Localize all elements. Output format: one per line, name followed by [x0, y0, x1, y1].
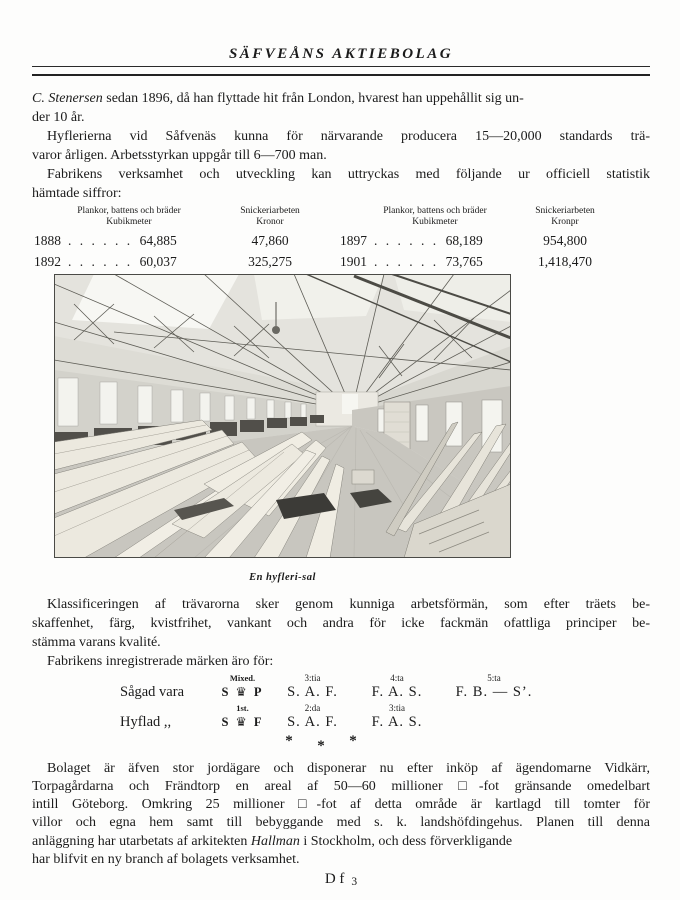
paragraph [32, 760, 650, 869]
trademark [270, 673, 355, 701]
volume-value: 60,037 [139, 254, 177, 269]
table-row-cell: 47,860 [251, 233, 289, 248]
year: 1901 [340, 254, 367, 269]
text-line: Torpagårdarna och Frändtorp en areal af 50—60 millioner □-fot gränsande omedelbart [32, 779, 650, 794]
volume-value: 68,189 [445, 233, 483, 248]
text-line: har blifvit en ny branch af bolagets verksamhet. [32, 852, 300, 867]
grade-label: 3:tia [304, 673, 321, 683]
asterisk-separator: * * * [285, 733, 357, 754]
dot-leader: . . . . . . [374, 254, 439, 269]
grade-label: 3:tia [389, 703, 405, 713]
running-head [32, 0, 650, 63]
text-line: intill Göteborg. Omkring 25 millioner □-fot af detta område är kartlagd till tomter för [32, 797, 650, 812]
year: 1897 [340, 233, 367, 248]
factory-photo-illustration [54, 274, 511, 558]
table-row-cell: 954,800 [543, 233, 587, 248]
text-line: stämma varans kvalité. [32, 635, 161, 650]
person-name: C. Stenersen [32, 91, 103, 106]
year: 1892 [34, 254, 61, 269]
mark-text: S ♛ F [221, 715, 264, 729]
trademark-row [32, 703, 650, 731]
page-number: 3 [351, 876, 358, 888]
trademark [270, 703, 355, 731]
table-row-cell [338, 251, 508, 272]
paragraph [32, 89, 650, 127]
signature-mark: D f [324, 871, 345, 887]
grade-label: 2:da [304, 703, 321, 713]
page-footer [32, 871, 650, 888]
table-row-cell [338, 230, 508, 251]
table-row-cell: 1,418,470 [538, 254, 592, 269]
dot-leader: . . . . . . [374, 233, 439, 248]
text-line: C. Stenersen sedan 1896, då han flyttade hit från London, hvarest han uppehållit sig un- [32, 91, 524, 106]
trademark-category: Hyflad ,, [120, 714, 172, 730]
trademark-category: Sågad vara [120, 684, 185, 700]
text-line: varor årligen. Arbetsstyrkan uppgår till 6—700 man. [32, 148, 327, 163]
year: 1888 [34, 233, 61, 248]
mark-text: F. A. S. [371, 684, 423, 700]
grade-label: 5:ta [487, 673, 501, 683]
table-row-cell [32, 230, 202, 251]
paragraph [32, 127, 650, 165]
paragraph [32, 165, 650, 203]
volume-value: 64,885 [139, 233, 177, 248]
table-row-cell: 325,275 [248, 254, 292, 269]
trademark [355, 703, 439, 731]
mark-text: S ♛ P [221, 685, 264, 699]
architect-name: Hallman [250, 834, 300, 849]
mark-text: F. B. — S’. [455, 684, 533, 700]
mark-text: S. A. F. [287, 684, 338, 700]
grade-label: Mixed. [229, 673, 256, 683]
dot-leader: . . . . . . [68, 254, 133, 269]
text-line: Fabrikens verksamhet och utveckling kan uttryckas med följande ur officiell statistik [47, 167, 650, 182]
text-line: der 10 år. [32, 110, 85, 125]
text-line: villor och egna hem samt till bebyggande med s. k. landshöfdingehus. Planen till denna [32, 815, 650, 830]
page-title: SÄFVEÅNS AKTIEBOLAG [228, 46, 454, 62]
trademark-row [32, 673, 650, 701]
trademark-list [32, 673, 650, 754]
column-header: Plankor, battens och bräder Kubikmeter [383, 206, 487, 227]
statistics-table [32, 206, 650, 272]
volume-value: 73,765 [445, 254, 483, 269]
column-header: Snickeriarbeten Kronpr [535, 206, 595, 227]
grade-label: 1st. [236, 703, 249, 713]
paragraph [32, 595, 650, 671]
column-header: Plankor, battens och bräder Kubikmeter [77, 206, 181, 227]
trademark [215, 703, 270, 731]
mark-text: F. A. S. [371, 714, 423, 730]
text-line: anläggning har utarbetats af arkitekten Hallman i Stockholm, och dess förverkligande [32, 834, 513, 849]
mark-text: S. A. F. [287, 714, 338, 730]
grade-label: 4:ta [390, 673, 404, 683]
double-rule [32, 66, 650, 76]
hanging-lamp [272, 326, 280, 334]
text-line: Bolaget är äfven stor jordägare och disponerar nu efter inköp af ägendomarne Vidkärr, [47, 761, 650, 776]
text-line: Klassificeringen af trävarorna sker genom kunniga arbetsförmän, som efter träets be- [47, 597, 650, 612]
trademark [439, 673, 549, 701]
text-line: Fabrikens inregistrerade märken äro för: [47, 654, 274, 669]
trademark [355, 673, 439, 701]
figure [54, 274, 511, 583]
dot-leader: . . . . . . [68, 233, 133, 248]
text-line: hämtade siffror: [32, 186, 122, 201]
text-line: skaffenhet, färg, kvistfrihet, vankant och andra för icke fackmän ofattliga principer be- [32, 616, 650, 631]
photo-caption: En hyfleri-sal [249, 572, 316, 583]
text-line: Hyflerierna vid Såfvenäs kunna för närvarande producera 15—20,000 standards trä- [47, 129, 650, 144]
table-row-cell [32, 251, 202, 272]
trademark [215, 673, 270, 701]
column-header: Snickeriarbeten Kronor [240, 206, 300, 227]
